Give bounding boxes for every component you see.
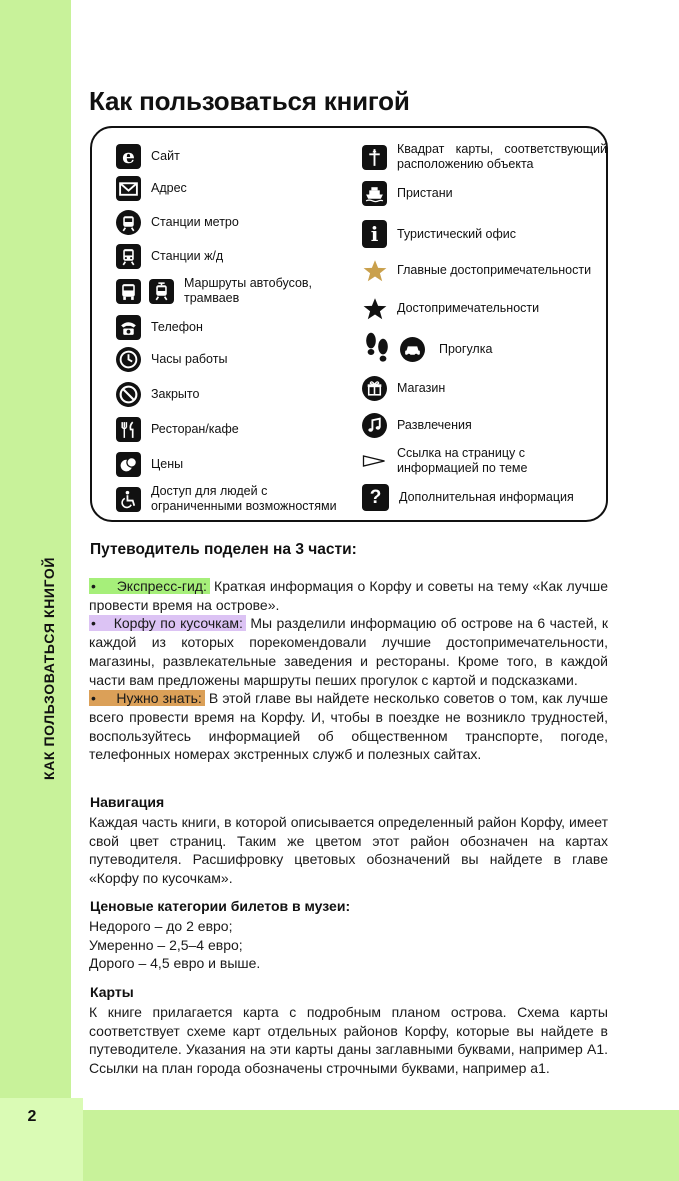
arrow-icon [362, 449, 387, 474]
gift-icon [362, 376, 387, 401]
page-number-box [0, 1098, 83, 1181]
side-color-bar [0, 0, 71, 1098]
legend-item-prices: Цены [116, 452, 183, 477]
info-icon: i [362, 220, 387, 248]
ferry-icon [362, 181, 387, 206]
bottom-color-bar [83, 1110, 679, 1181]
guide-part-pieces: • Корфу по кусочкам: Мы разделили информацию об острове на 6 частей, к каждой из которых порекомендовали лучшие достопримечательности, магазины, развлекательные заведения и рестораны. Кроме того, в каждой части вам предложены маршруты пеших прогулок с картой и подсказками. [89, 615, 609, 688]
legend-item-bus-tram: Маршруты автобусов, трамваев [116, 276, 324, 306]
legend-item-walk: Прогулка [362, 331, 492, 367]
legend-item-more-info: ? Дополнительная информация [362, 484, 574, 511]
price-moderate: Умеренно – 2,5–4 евро; [89, 936, 243, 953]
prices-icon [116, 452, 141, 477]
legend-item-sights: Достопримечательности [362, 296, 539, 321]
car-icon [400, 337, 425, 362]
gold-star-icon [362, 258, 387, 283]
navigation-text: Каждая часть книги, в которой описывается определенный район Корфу, имеет свой цвет страниц. Таким же цветом этот район обозначен на картах путеводителя. Расшифровку цветовых обозначений вы найдете в главе «Корфу по кусочкам». [89, 814, 608, 887]
pieces-tag: • Корфу по кусочкам: [89, 615, 246, 631]
phone-icon [116, 315, 141, 340]
wheelchair-icon [116, 487, 141, 512]
legend-item-address: Адрес [116, 176, 187, 201]
navigation-heading: Навигация [90, 794, 165, 810]
prices-list [89, 917, 608, 973]
bus-icon [116, 279, 141, 304]
legend-item-train: Станции ж/д [116, 244, 223, 269]
price-cheap: Недорого – до 2 евро; [89, 918, 233, 934]
clock-icon [116, 347, 141, 372]
legend-item-page-link: Ссылка на страницу с информацией по теме [362, 446, 562, 476]
legend-item-phone: Телефон [116, 315, 203, 340]
price-expensive: Дорого – 4,5 евро и выше. [89, 955, 261, 972]
black-star-icon [362, 296, 387, 321]
legend-item-entertainment: Развлечения [362, 413, 472, 438]
footprints-icon [362, 331, 392, 367]
legend-item-restaurant: Ресторан/кафе [116, 417, 239, 442]
legend-item-main-sights: Главные достопримечательности [362, 258, 591, 283]
legend-item-ferry: Пристани [362, 181, 453, 206]
music-icon [362, 413, 387, 438]
legend-item-metro: Станции метро [116, 210, 239, 235]
maps-text: К книге прилагается карта с подробным планом острова. Схема карты соответствует схеме карт отдельных районов Корфу, которые вы найдете в путеводителе. Указания на эти карты даны заглавными буквами, например A1. Ссылки на план города обозначены строчными буквами, например a1. [89, 1004, 608, 1077]
closed-icon [116, 382, 141, 407]
side-section-label: КАК ПОЛЬЗОВАТЬСЯ КНИГОЙ [41, 556, 57, 780]
guide-part-express: • Экспресс-гид: Краткая информация о Корфу и советы на тему «Как лучше провести время на острове». [89, 578, 609, 613]
tram-icon [149, 279, 174, 304]
guide-part-know: • Нужно знать: В этой главе вы найдете несколько советов о том, как лучше всего провести время на Корфу. И, чтобы в поездке не возникло трудностей, воспользуйтесь информацией об общественном транспорте, погоде, телефонных номерах экстренных служб и полезных сайтах. [89, 690, 608, 763]
guide-heading: Путеводитель поделен на 3 части: [90, 541, 357, 558]
legend-item-map-square: Квадрат карты, соответствующий расположению объекта [362, 142, 607, 172]
legend-item-accessibility: Доступ для людей с ограниченными возможностями [116, 484, 346, 514]
prices-heading: Ценовые категории билетов в музеи: [90, 898, 351, 914]
map-square-icon [362, 145, 387, 170]
metro-icon [116, 210, 141, 235]
legend-item-website: e Сайт [116, 144, 180, 169]
website-icon: e [116, 144, 141, 169]
question-icon: ? [362, 484, 389, 511]
express-tag: • Экспресс-гид: [89, 578, 210, 594]
guide-parts [89, 577, 608, 764]
legend-item-tourist-office: i Туристический офис [362, 220, 516, 248]
train-icon [116, 244, 141, 269]
maps-heading: Карты [90, 984, 134, 1000]
page-number: 2 [27, 1108, 37, 1125]
legend-item-hours: Часы работы [116, 347, 227, 372]
legend-item-shop: Магазин [362, 376, 445, 401]
page-title: Как пользоваться книгой [89, 86, 410, 116]
envelope-icon [116, 176, 141, 201]
legend-item-closed: Закрыто [116, 382, 199, 407]
know-tag: • Нужно знать: [89, 690, 205, 706]
restaurant-icon [116, 417, 141, 442]
icon-legend [90, 126, 608, 522]
